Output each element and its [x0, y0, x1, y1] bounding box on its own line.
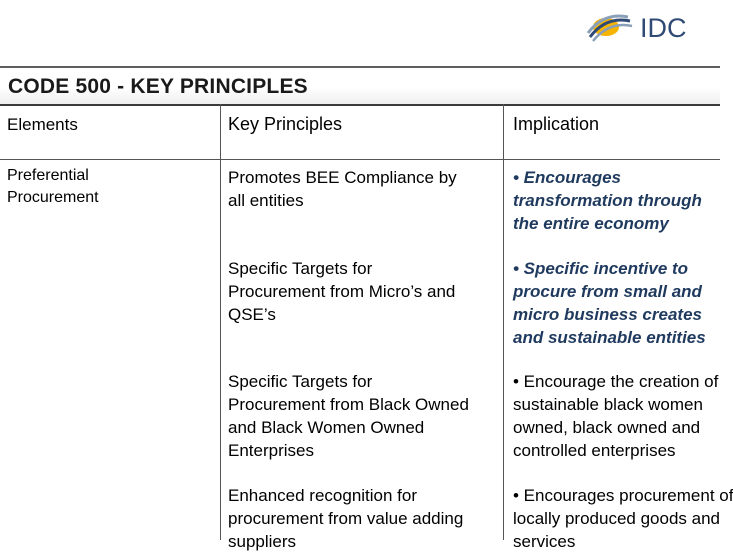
implication-line: and sustainable entities [513, 328, 706, 347]
implication-line: sustainable black women [513, 395, 703, 414]
implication-cell [513, 166, 702, 235]
logo-text: IDC [640, 13, 687, 43]
implication-line: • Encourage the creation of [513, 372, 719, 391]
principle-line: Procurement from Black Owned [228, 395, 469, 414]
element-line: Preferential [7, 167, 89, 184]
idc-logo-mark [584, 6, 710, 46]
title-bar [0, 66, 720, 106]
principle-cell [228, 370, 469, 462]
implication-line: controlled enterprises [513, 441, 676, 460]
principle-line: Enhanced recognition for [228, 486, 418, 505]
implication-line: services [513, 532, 576, 551]
principle-line: Procurement from Micro’s and [228, 282, 456, 301]
column-divider-1 [220, 104, 221, 540]
element-line: Procurement [7, 189, 99, 206]
implication-cell [513, 370, 718, 462]
header-divider [0, 159, 720, 160]
implication-line: owned, black owned and [513, 418, 701, 437]
principle-cell [228, 166, 457, 212]
implication-line: locally produced goods and [513, 509, 720, 528]
implication-cell [513, 484, 733, 553]
implication-line: • Specific incentive to [513, 259, 689, 278]
header-key-principles: Key Principles [228, 114, 343, 134]
header-elements: Elements [7, 115, 78, 134]
principle-line: Promotes BEE Compliance by [228, 168, 457, 187]
header-implication: Implication [513, 114, 600, 134]
implication-line: the entire economy [513, 214, 669, 233]
element-cell [7, 165, 99, 209]
principle-line: all entities [228, 191, 304, 210]
column-divider-2 [503, 104, 504, 540]
principle-line: suppliers [228, 532, 297, 551]
principle-cell [228, 257, 455, 326]
implication-line: procure from small and [513, 282, 702, 301]
principle-line: procurement from value adding [228, 509, 464, 528]
implication-line: • Encourages [513, 168, 621, 187]
implication-cell [513, 257, 706, 349]
principle-line: and Black Women Owned [228, 418, 425, 437]
implication-line: micro business creates [513, 305, 702, 324]
principles-table [0, 104, 733, 551]
idc-logo [584, 6, 710, 46]
slide-title: CODE 500 - KEY PRINCIPLES [8, 75, 308, 98]
principle-line: Specific Targets for [228, 259, 373, 278]
principle-line: Enterprises [228, 441, 314, 460]
principle-cell [228, 484, 463, 553]
principle-line: Specific Targets for [228, 372, 373, 391]
implication-line: • Encourages procurement of [513, 486, 733, 505]
principle-line: QSE’s [228, 305, 276, 324]
implication-line: transformation through [513, 191, 702, 210]
